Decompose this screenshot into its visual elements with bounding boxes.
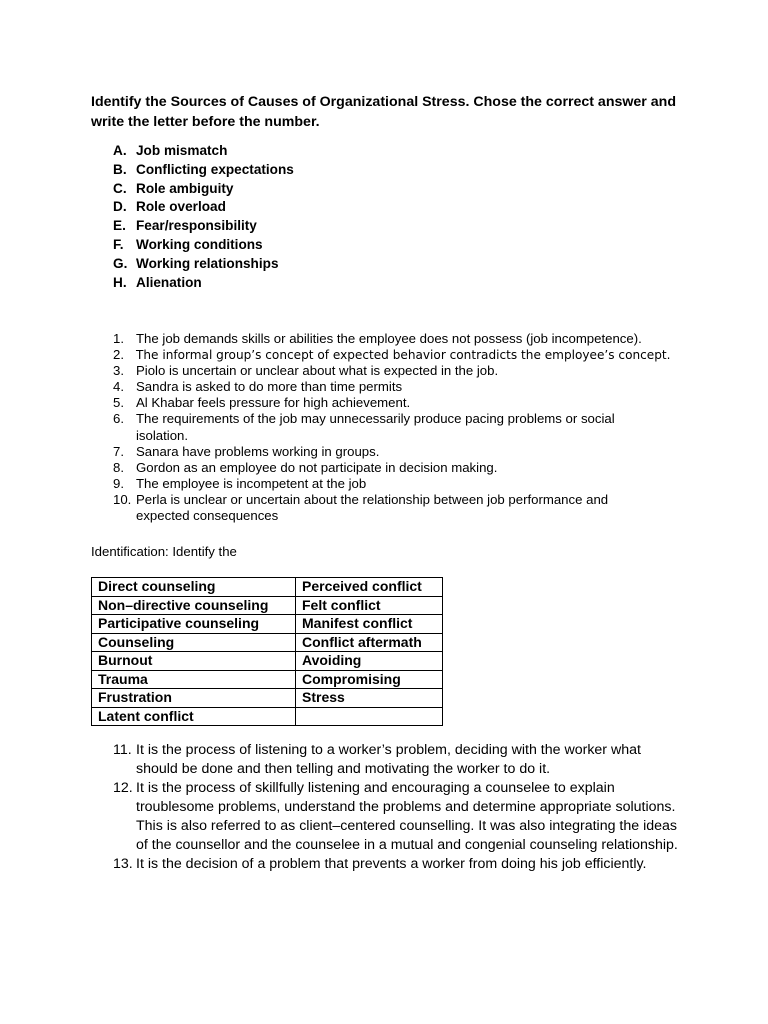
question-item	[113, 363, 693, 379]
question-text: Gordon as an employee do not participate in decision making.	[136, 459, 498, 475]
table-cell: Frustration	[92, 689, 296, 708]
choice-item	[113, 180, 294, 199]
item-text: It is the process of skillfully listening and encouraging a counselee to explain troublesome problems, understand the problems and determine appropriate solutions. This is also referred to as client–centered counselling. It was also integrating the ideas of the counsellor and the counselee in a mutual and congenial counseling relationship.	[136, 780, 678, 853]
choice-item	[113, 255, 294, 274]
choice-item	[113, 161, 294, 180]
choice-letter: G.	[113, 255, 128, 271]
question-list	[113, 331, 693, 524]
question-item	[113, 460, 693, 476]
question-number: 8.	[113, 459, 124, 475]
table-cell: Latent conflict	[92, 707, 296, 726]
table-cell: Perceived conflict	[296, 578, 443, 597]
choice-letter: D.	[113, 199, 127, 215]
table-row	[92, 633, 443, 652]
choice-text: Conflicting expectations	[136, 161, 294, 177]
choice-item	[113, 236, 294, 255]
question-number: 2.	[113, 347, 124, 363]
table-cell: Felt conflict	[296, 596, 443, 615]
table-row	[92, 689, 443, 708]
table-row	[92, 578, 443, 597]
table-row	[92, 652, 443, 671]
choice-text: Role ambiguity	[136, 180, 234, 196]
choice-item	[113, 217, 294, 236]
item-text: It is the decision of a problem that prevents a worker from doing his job efficiently.	[136, 856, 647, 872]
choice-letter: C.	[113, 180, 127, 196]
choice-text: Working relationships	[136, 255, 279, 271]
question-text: The requirements of the job may unnecessarily produce pacing problems or social isolation.	[136, 411, 615, 443]
identification-items	[113, 741, 683, 874]
table-cell: Manifest conflict	[296, 615, 443, 634]
choice-list	[113, 142, 294, 292]
item-number: 12.	[113, 780, 133, 796]
choice-letter: E.	[113, 218, 126, 234]
table-row	[92, 615, 443, 634]
table-cell: Direct counseling	[92, 578, 296, 597]
table-row	[92, 707, 443, 726]
question-text: Sandra is asked to do more than time permits	[136, 379, 403, 395]
choice-text: Role overload	[136, 199, 226, 215]
question-text: The employee is incompetent at the job	[136, 475, 367, 491]
question-text: Perla is unclear or uncertain about the relationship between job performance and expected consequences	[136, 491, 609, 524]
identification-item	[113, 855, 683, 874]
identification-label: Identification: Identify the	[91, 544, 237, 559]
question-text: Piolo is uncertain or unclear about what is expected in the job.	[136, 363, 499, 379]
question-item	[113, 347, 693, 363]
question-number: 5.	[113, 395, 124, 411]
choice-letter: H.	[113, 274, 127, 290]
question-item	[113, 379, 693, 395]
question-number: 3.	[113, 363, 124, 379]
terms-table	[91, 577, 443, 726]
question-text: The job demands skills or abilities the employee does not possess (job incompetence).	[136, 331, 642, 346]
table-cell: Avoiding	[296, 652, 443, 671]
choice-item	[113, 142, 294, 161]
question-number: 6.	[113, 411, 124, 427]
question-number: 4.	[113, 379, 124, 395]
question-text: Sanara have problems working in groups.	[136, 443, 380, 459]
question-item	[113, 444, 693, 460]
choice-text: Working conditions	[136, 236, 263, 252]
instruction-heading: Identify the Sources of Causes of Organizational Stress. Chose the correct answer and write the letter before the number.	[91, 94, 676, 130]
table-cell: Non–directive counseling	[92, 596, 296, 615]
item-text: It is the process of listening to a worker’s problem, deciding with the worker what should be done and then telling and motivating the worker to do it.	[136, 742, 641, 777]
question-item	[113, 395, 693, 411]
table-row	[92, 596, 443, 615]
question-item	[113, 492, 693, 524]
table-cell: Compromising	[296, 670, 443, 689]
question-number: 1.	[113, 331, 124, 346]
question-text: Al Khabar feels pressure for high achievement.	[136, 395, 411, 411]
table-cell: Trauma	[92, 670, 296, 689]
item-number: 11.	[113, 742, 132, 758]
table-cell: Counseling	[92, 633, 296, 652]
table-row	[92, 670, 443, 689]
choice-letter: A.	[113, 143, 127, 158]
identification-item	[113, 779, 683, 855]
table-cell: Burnout	[92, 652, 296, 671]
question-item	[113, 411, 693, 443]
choice-letter: B.	[113, 161, 127, 177]
question-text: The informal group’s concept of expected behavior contradicts the employee’s concept.	[136, 348, 671, 363]
choice-text: Job mismatch	[136, 143, 228, 158]
choice-text: Fear/responsibility	[136, 218, 257, 234]
table-cell: Participative counseling	[92, 615, 296, 634]
question-number: 10.	[113, 491, 132, 507]
choice-letter: F.	[113, 236, 124, 252]
question-item	[113, 476, 693, 492]
question-number: 7.	[113, 443, 124, 459]
choice-item	[113, 198, 294, 217]
item-number: 13.	[113, 856, 133, 872]
table-cell: Stress	[296, 689, 443, 708]
question-number: 9.	[113, 475, 124, 491]
choice-item	[113, 274, 294, 293]
identification-item	[113, 741, 683, 779]
choice-text: Alienation	[136, 274, 202, 290]
question-item	[113, 331, 693, 347]
table-cell	[296, 707, 443, 726]
table-cell: Conflict aftermath	[296, 633, 443, 652]
